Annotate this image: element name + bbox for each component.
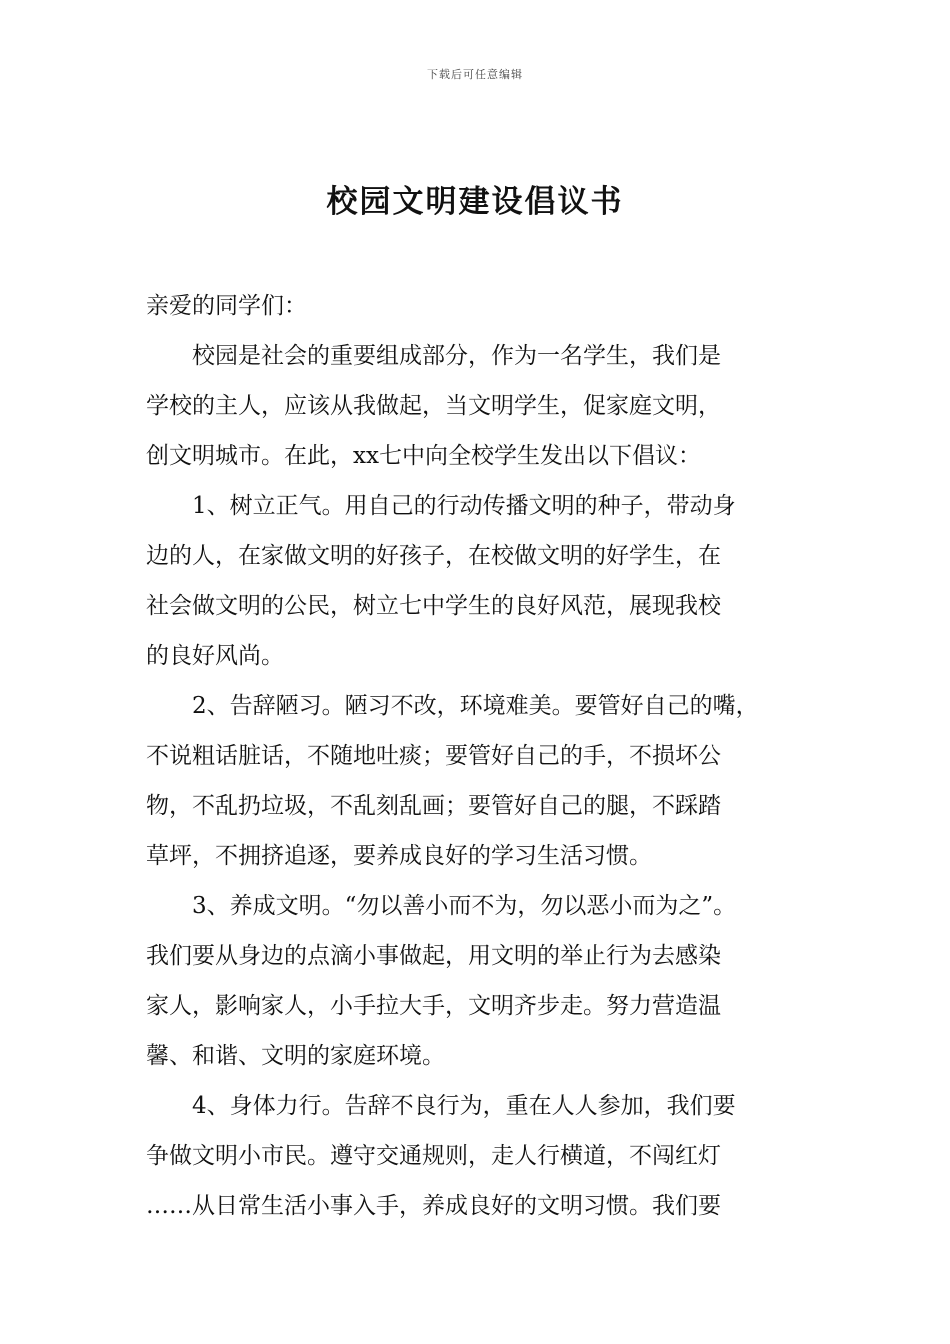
paragraph-line: 我们要从身边的点滴小事做起，用文明的举止行为去感染: [146, 943, 721, 969]
paragraph-line: 的良好风尚。: [146, 643, 284, 669]
paragraph-line: 草坪，不拥挤追逐，要养成良好的学习生活习惯。: [146, 843, 652, 869]
paragraph-line: 校园是社会的重要组成部分，作为一名学生，我们是: [192, 343, 721, 369]
paragraph-line: 4、身体力行。告辞不良行为，重在人人参加，我们要: [192, 1093, 736, 1119]
paragraph-line: 争做文明小市民。遵守交通规则，走人行横道，不闯红灯: [146, 1143, 721, 1169]
paragraph-line: 创文明城市。在此，xx七中向全校学生发出以下倡议：: [146, 443, 701, 469]
document-body: [146, 281, 836, 1231]
paragraph-line: 物，不乱扔垃圾，不乱刻乱画；要管好自己的腿，不踩踏: [146, 793, 721, 819]
paragraph-line: 学校的主人，应该从我做起，当文明学生，促家庭文明，: [146, 393, 721, 419]
paragraph-line: 边的人，在家做文明的好孩子，在校做文明的好学生，在: [146, 543, 721, 569]
paragraph-line: 馨、和谐、文明的家庭环境。: [146, 1043, 445, 1069]
paragraph-line: 1、树立正气。用自己的行动传播文明的种子，带动身: [192, 493, 736, 519]
paragraph-line: 社会做文明的公民，树立七中学生的良好风范，展现我校: [146, 593, 721, 619]
paragraph-line: 家人，影响家人，小手拉大手，文明齐步走。努力营造温: [146, 993, 721, 1019]
salutation: 亲爱的同学们：: [146, 293, 307, 319]
paragraph-line: 不说粗话脏话，不随地吐痰；要管好自己的手，不损坏公: [146, 743, 721, 769]
header-note: 下载后可任意编辑: [427, 68, 523, 81]
document-title: 校园文明建设倡议书: [326, 184, 624, 220]
paragraph-line: ……从日常生活小事入手，养成良好的文明习惯。我们要: [146, 1193, 721, 1219]
paragraph-line: 2、告辞陋习。陋习不改，环境难美。要管好自己的嘴，: [192, 693, 759, 719]
paragraph-line: 3、养成文明。“勿以善小而不为，勿以恶小而为之”。: [192, 893, 737, 919]
